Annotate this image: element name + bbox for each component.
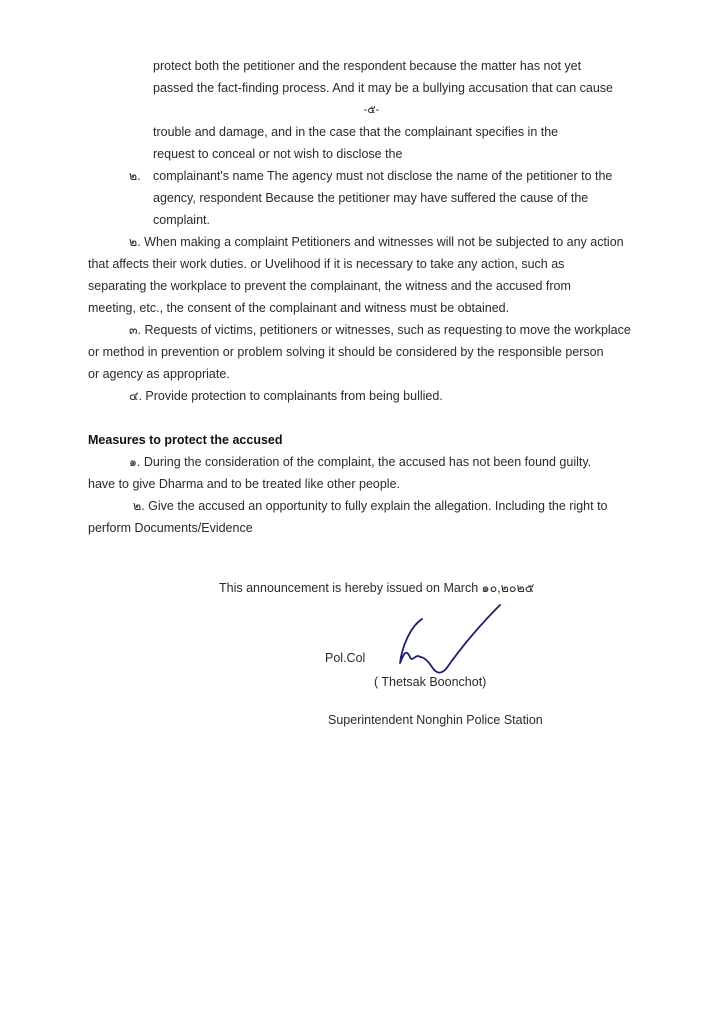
closing-block <box>88 577 655 747</box>
text-line: have to give Dharma and to be treated like other people. <box>88 477 401 491</box>
text-line: ๒. When making a complaint Petitioners and witnesses will not be subjected to any action <box>129 235 624 249</box>
list-item <box>129 165 655 231</box>
text-line: or agency as appropriate. <box>88 367 230 381</box>
text-line: separating the workplace to prevent the complainant, the witness and the accused from <box>88 279 571 293</box>
signer-rank: Pol.Col <box>325 651 366 665</box>
list-number: ๒. <box>129 169 141 183</box>
text-line: ๔. Provide protection to complainants from being bullied. <box>129 389 443 403</box>
text-line: trouble and damage, and in the case that the complainant specifies in the <box>153 125 559 139</box>
text-line: that affects their work duties. or Uvelihood if it is necessary to take any action, such as <box>88 257 565 271</box>
text-line: protect both the petitioner and the respondent because the matter has not yet <box>153 59 582 73</box>
text-line: complaint. <box>153 213 210 227</box>
section-heading: Measures to protect the accused <box>88 433 283 447</box>
signer-position: Superintendent Nonghin Police Station <box>328 713 543 727</box>
text-line: perform Documents/Evidence <box>88 521 253 535</box>
text-line: ๓. Requests of victims, petitioners or witnesses, such as requesting to move the workplace <box>129 323 631 337</box>
announcement-date: This announcement is hereby issued on March ๑๐,๒๐๒๕ <box>219 581 535 595</box>
text-line: complainant's name The agency must not disclose the name of the petitioner to the <box>153 169 613 183</box>
text-line: passed the fact-finding process. And it may be a bullying accusation that can cause <box>153 81 613 95</box>
signer-name: ( Thetsak Boonchot) <box>374 675 487 689</box>
page-number: -๕- <box>363 104 380 116</box>
text-line: ๒. Give the accused an opportunity to fully explain the allegation. Including the right to <box>133 499 608 513</box>
text-line: meeting, etc., the consent of the complainant and witness must be obtained. <box>88 301 510 315</box>
text-line: agency, respondent Because the petitioner may have suffered the cause of the <box>153 191 589 205</box>
text-line: or method in prevention or problem solving it should be considered by the responsible person <box>88 345 604 359</box>
text-line: ๑. During the consideration of the complaint, the accused has not been found guilty. <box>129 455 592 469</box>
text-line: request to conceal or not wish to disclose the <box>153 147 403 161</box>
